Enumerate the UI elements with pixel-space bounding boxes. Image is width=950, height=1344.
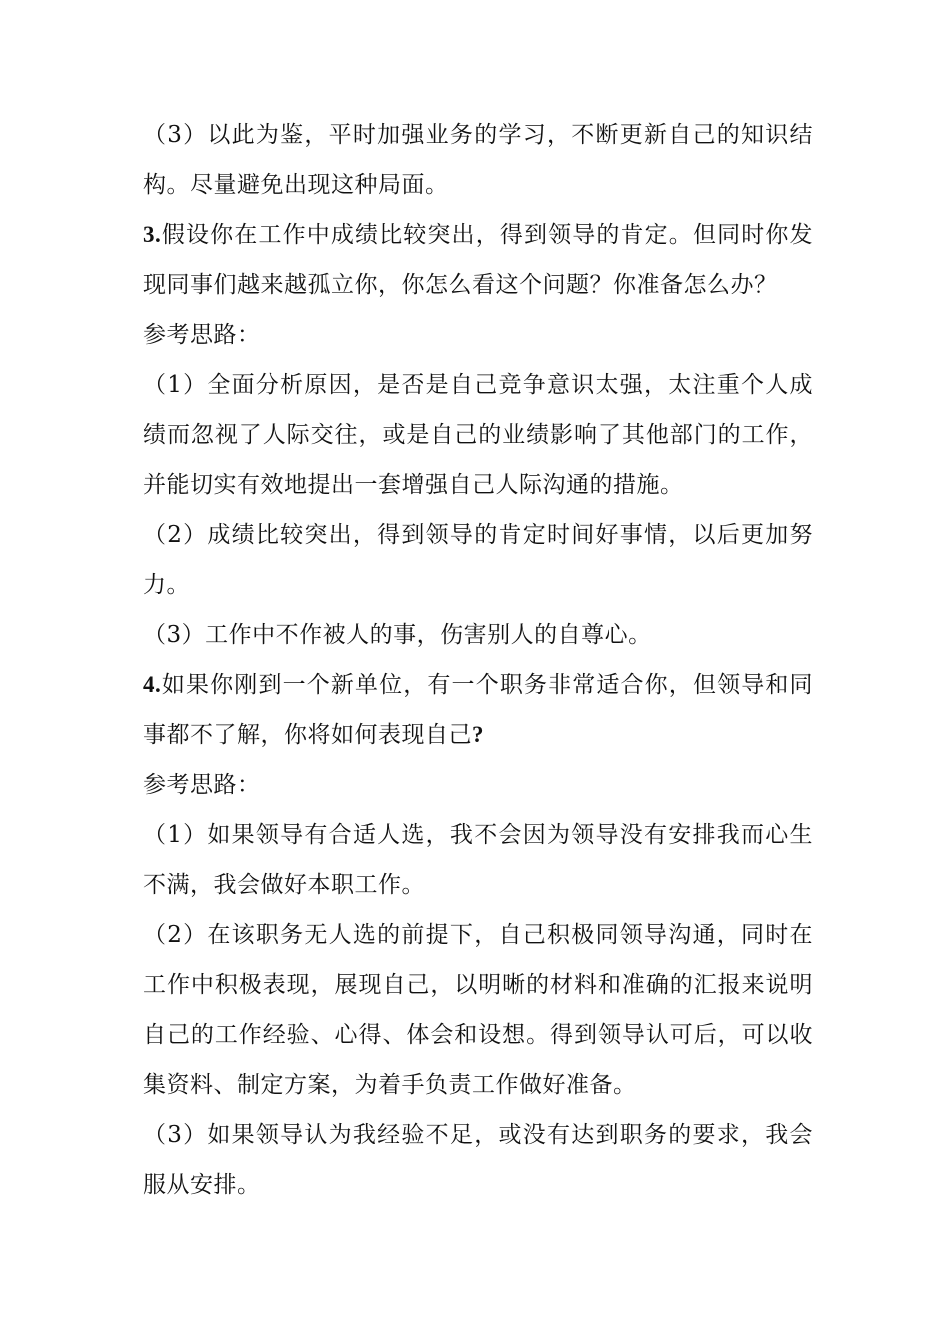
question-paragraph — [143, 660, 813, 760]
answer-paragraph: （3）如果领导认为我经验不足，或没有达到职务的要求，我会服从安排。 — [143, 1122, 813, 1198]
answer-paragraph: （2）在该职务无人选的前提下，自己积极同领导沟通，同时在工作中积极表现，展现自己，以明晰的材料和准确的汇报来说明自己的工作经验、心得、体会和设想。得到领导认可后，可以收集资料、制定方案，为着手负责工作做好准备。 — [143, 922, 813, 1098]
answer-paragraph: （2）成绩比较突出，得到领导的肯定时间好事情，以后更加努力。 — [143, 522, 813, 598]
question-number: 3. — [143, 222, 162, 247]
answer-paragraph: （1）全面分析原因，是否是自己竞争意识太强，太注重个人成绩而忽视了人际交往，或是自己的业绩影响了其他部门的工作，并能切实有效地提出一套增强自己人际沟通的措施。 — [143, 372, 813, 498]
question-number: 4. — [143, 672, 162, 697]
answer-paragraph: （1）如果领导有合适人选，我不会因为领导没有安排我而心生不满，我会做好本职工作。 — [143, 822, 813, 898]
question-text: 如果你刚到一个新单位，有一个职务非常适合你，但领导和同事都不了解，你将如何表现自己 — [143, 672, 813, 748]
answer-paragraph: （3）工作中不作被人的事，伤害别人的自尊心。 — [143, 622, 652, 648]
question-mark: ? — [472, 722, 484, 747]
document-body — [143, 110, 813, 1210]
question-paragraph — [143, 210, 813, 310]
answer-paragraph: （3）以此为鉴，平时加强业务的学习，不断更新自己的知识结构。尽量避免出现这种局面。 — [143, 122, 813, 198]
question-text: 假设你在工作中成绩比较突出，得到领导的肯定。但同时你发现同事们越来越孤立你，你怎么看这个问题？你准备怎么办？ — [143, 222, 813, 298]
reference-heading: 参考思路： — [143, 772, 261, 798]
reference-heading: 参考思路： — [143, 322, 261, 348]
